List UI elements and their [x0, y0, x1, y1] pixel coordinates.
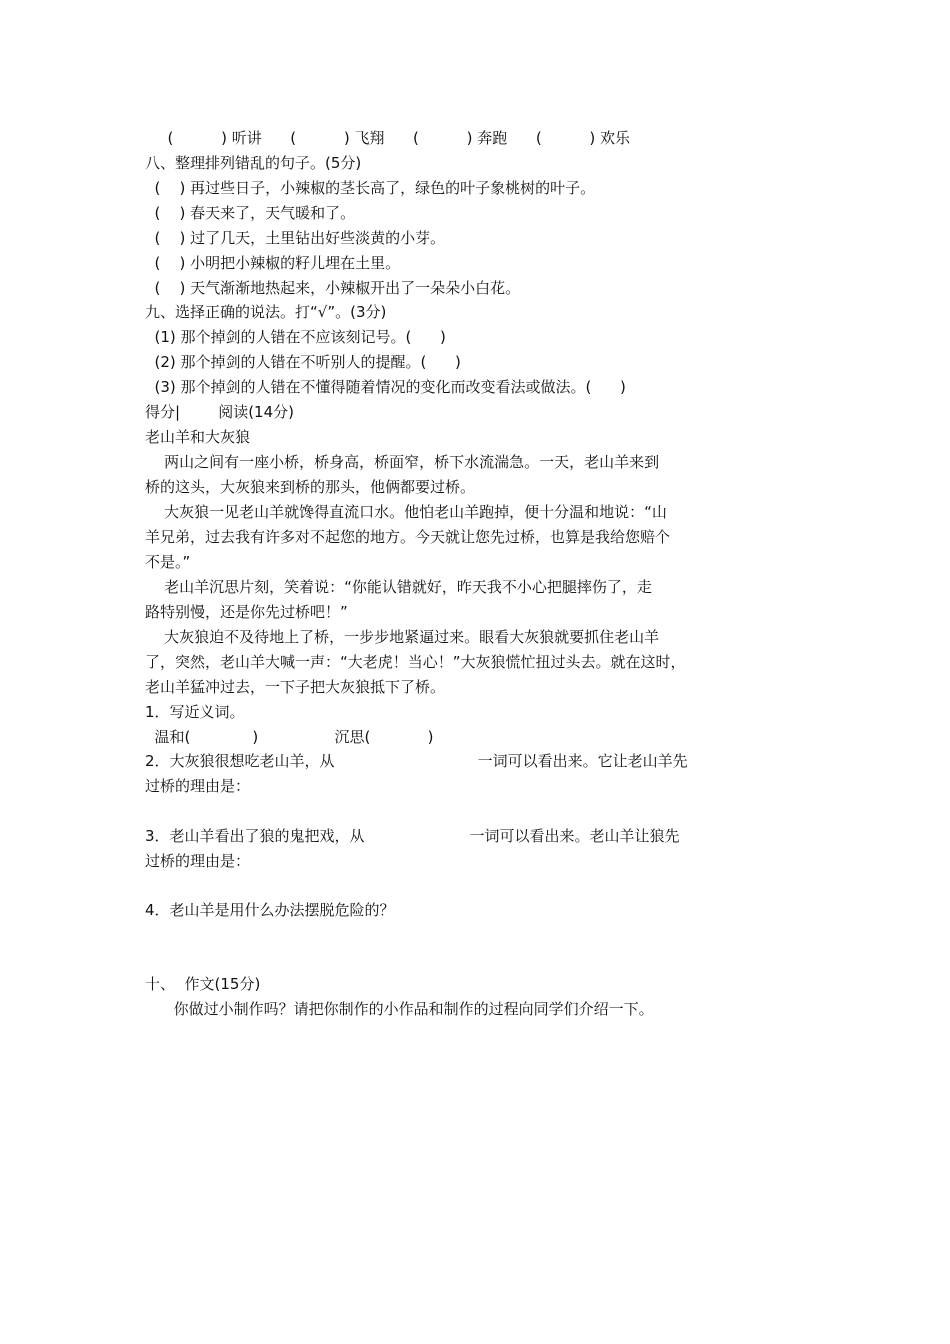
- composition-prompt: 你做过小制作吗？请把你制作的小作品和制作的过程向同学们介绍一下。: [145, 1000, 654, 1018]
- story-paragraph-line: 了，突然，老山羊大喊一声：“大老虎！当心！”大灰狼慌忙扭过头去。就在这时，: [145, 653, 686, 671]
- story-paragraph-line: 大灰狼一见老山羊就馋得直流口水。他怕老山羊跑掉，便十分温和地说：“山: [145, 503, 667, 521]
- story-paragraph-line: 羊兄弟，过去我有许多对不起您的地方。今天就让您先过桥，也算是我给您赔个: [145, 528, 671, 546]
- question-4: 4．老山羊是用什么办法摆脱危险的？: [145, 901, 395, 919]
- synonym-blanks: 温和( ) 沉思( ): [145, 728, 434, 746]
- question-3-continued: 过桥的理由是：: [145, 852, 251, 870]
- reading-section-heading: 得分| 阅读(14分): [145, 403, 294, 421]
- sentence-order-item: ( ) 天气渐渐地热起来，小辣椒开出了一朵朵小白花。: [145, 279, 521, 297]
- choice-item: (3) 那个掉剑的人错在不懂得随着情况的变化而改变看法或做法。( ): [145, 378, 626, 396]
- question-2: 2．大灰狼很想吃老山羊，从 一词可以看出来。它让老山羊先: [145, 752, 688, 770]
- question-3: 3．老山羊看出了狼的鬼把戏，从 一词可以看出来。老山羊让狼先: [145, 827, 680, 845]
- question-2-continued: 过桥的理由是：: [145, 777, 251, 795]
- story-paragraph-line: 老山羊猛冲过去，一下子把大灰狼抵下了桥。: [145, 678, 446, 696]
- sentence-order-item: ( ) 小明把小辣椒的籽儿埋在土里。: [145, 254, 401, 272]
- section-8-heading: 八、整理排列错乱的句子。(5分): [145, 154, 362, 172]
- section-9-heading: 九、选择正确的说法。打“√”。(3分): [145, 303, 387, 321]
- story-paragraph-line: 桥的这头，大灰狼来到桥的那头，他俩都要过桥。: [145, 478, 476, 496]
- sentence-order-item: ( ) 春天来了，天气暖和了。: [145, 204, 356, 222]
- choice-item: (2) 那个掉剑的人错在不听别人的提醒。( ): [145, 353, 461, 371]
- antonym-blanks-row: ( ) 听讲 ( ) 飞翔 ( ) 奔跑 ( ) 欢乐: [158, 129, 630, 147]
- section-10-heading: 十、 作文(15分): [145, 975, 261, 993]
- story-paragraph-line: 大灰狼迫不及待地上了桥，一步步地紧逼过来。眼看大灰狼就要抓住老山羊: [145, 628, 660, 646]
- story-title: 老山羊和大灰狼: [145, 428, 251, 446]
- story-paragraph-line: 老山羊沉思片刻，笑着说：“你能认错就好，昨天我不小心把腿摔伤了，走: [145, 578, 652, 596]
- question-1: 1．写近义词。: [145, 703, 245, 721]
- choice-item: (1) 那个掉剑的人错在不应该刻记号。( ): [145, 328, 446, 346]
- sentence-order-item: ( ) 再过些日子，小辣椒的茎长高了，绿色的叶子象桃树的叶子。: [145, 179, 596, 197]
- story-paragraph-line: 路特别慢，还是你先过桥吧！”: [145, 603, 348, 621]
- story-paragraph-line: 两山之间有一座小桥，桥身高，桥面窄，桥下水流湍急。一天，老山羊来到: [145, 453, 660, 471]
- sentence-order-item: ( ) 过了几天，土里钻出好些淡黄的小芽。: [145, 229, 446, 247]
- story-paragraph-line: 不是。”: [145, 553, 191, 571]
